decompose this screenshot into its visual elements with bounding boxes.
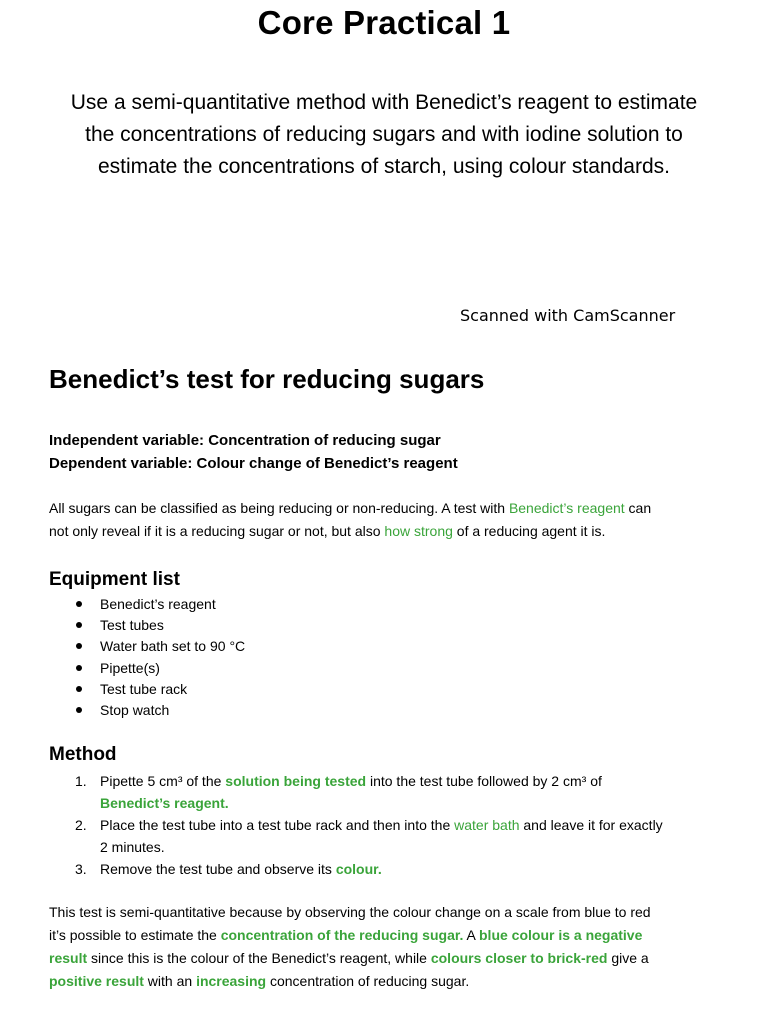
equipment-item	[49, 700, 245, 721]
text-run: 2 minutes.	[100, 839, 165, 855]
highlight-text: concentration of the reducing sugar.	[220, 927, 464, 943]
text-run: Remove the test tube and observe its	[100, 861, 336, 877]
equipment-heading: Equipment list	[49, 569, 180, 590]
equipment-item-label: Stop watch	[100, 702, 170, 719]
method-heading: Method	[49, 744, 117, 765]
equipment-item-label: Test tube rack	[100, 680, 188, 697]
text-run: not only reveal if it is a reducing sugar or not, but also	[49, 523, 385, 539]
highlight-text: result	[49, 950, 88, 966]
dependent-variable: Dependent variable: Colour change of Benedict’s reagent	[49, 455, 458, 472]
bullet-icon	[76, 601, 82, 607]
equipment-item	[49, 636, 245, 657]
text-run: Pipette 5 cm³ of the	[100, 773, 226, 789]
conclusion-line	[49, 947, 739, 970]
equipment-item-label: Pipette(s)	[100, 659, 160, 676]
intro-line	[49, 520, 739, 543]
text-run: into the test tube followed by 2 cm³ of	[366, 773, 602, 789]
equipment-item-label: Water bath set to 90 °C	[100, 638, 246, 655]
text-run: with an	[143, 973, 197, 989]
equipment-list	[49, 594, 245, 721]
bullet-icon	[76, 643, 82, 649]
text-run: and leave it for exactly	[519, 817, 663, 833]
equipment-item-label: Benedict’s reagent	[100, 596, 216, 612]
conclusion-line	[49, 924, 739, 947]
highlight-text: colour.	[335, 861, 382, 877]
cover-subtitle-line: Use a semi-quantitative method with Benedict’s reagent to estimate	[70, 91, 698, 114]
method-step	[49, 814, 663, 858]
equipment-item	[49, 615, 245, 636]
scanner-watermark: Scanned with CamScanner	[460, 306, 676, 325]
method-step	[49, 858, 663, 880]
highlight-text: solution being tested	[225, 773, 367, 789]
text-run: it’s possible to estimate the	[49, 927, 221, 943]
highlight-text: colours closer to brick-red	[430, 950, 608, 966]
intro-line	[49, 497, 739, 520]
highlight-text: water bath	[454, 817, 520, 833]
bullet-icon	[76, 686, 82, 692]
variables-block	[49, 429, 458, 475]
step-number: 2.	[75, 817, 87, 833]
method-list	[49, 770, 663, 880]
highlight-text: Benedict’s reagent.	[100, 795, 229, 811]
cover-subtitle-line: estimate the concentrations of starch, using colour standards.	[98, 155, 670, 178]
highlight-text: increasing	[196, 973, 267, 989]
highlight-text: blue colour is a negative	[479, 927, 643, 943]
conclusion-paragraph	[49, 901, 739, 993]
equipment-item	[49, 679, 245, 700]
cover-title: Core Practical 1	[257, 4, 511, 41]
highlight-text: positive result	[49, 973, 144, 989]
equipment-item	[49, 594, 245, 615]
bullet-icon	[76, 707, 82, 713]
conclusion-line	[49, 970, 739, 993]
text-run: since this is the colour of the Benedict’s reagent, while	[87, 950, 431, 966]
text-run: can	[624, 500, 652, 516]
text-run: All sugars can be classified as being reducing or non-reducing. A test with	[49, 500, 509, 516]
text-run: concentration of reducing sugar.	[266, 973, 470, 989]
equipment-item	[49, 658, 245, 679]
bullet-icon	[76, 665, 82, 671]
section-title: Benedict’s test for reducing sugars	[49, 364, 485, 394]
text-run: Place the test tube into a test tube rack and then into the	[100, 817, 455, 833]
cover-subtitle	[20, 87, 748, 183]
equipment-item-label: Test tubes	[100, 617, 164, 634]
independent-variable: Independent variable: Concentration of reducing sugar	[49, 432, 441, 449]
conclusion-line: This test is semi-quantitative because by observing the colour change on a scale from blue to red	[49, 904, 651, 920]
text-run: of a reducing agent it is.	[452, 523, 606, 539]
highlight-text: how strong	[384, 523, 453, 539]
text-run: A	[463, 927, 479, 943]
step-number: 1.	[75, 773, 87, 789]
step-number: 3.	[75, 861, 87, 877]
highlight-text: Benedict’s reagent	[508, 500, 625, 516]
method-step	[49, 770, 663, 814]
text-run: give a	[607, 950, 649, 966]
intro-paragraph	[49, 497, 739, 543]
cover-subtitle-line: the concentrations of reducing sugars and with iodine solution to	[85, 123, 683, 146]
bullet-icon	[76, 622, 82, 628]
